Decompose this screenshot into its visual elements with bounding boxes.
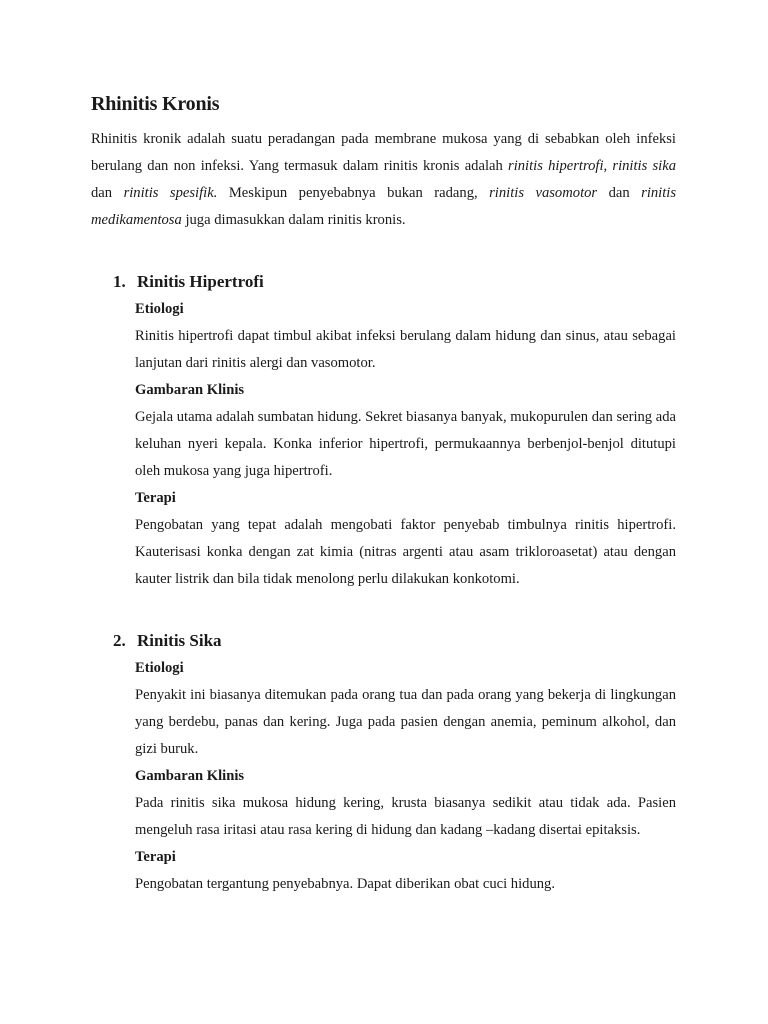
etiologi-heading: Etiologi — [135, 301, 184, 317]
intro-paragraph — [91, 126, 676, 234]
section-title: Rinitis Hipertrofi — [137, 272, 264, 291]
section-heading — [113, 268, 676, 296]
intro-text-5: juga dimasukkan dalam rinitis kronis. — [181, 212, 406, 228]
section-rinitis-sika — [91, 627, 676, 898]
terapi-heading: Terapi — [135, 849, 176, 865]
intro-text-2: dan — [91, 185, 124, 201]
etiologi-paragraph: Rinitis hipertrofi dapat timbul akibat infeksi berulang dalam hidung dan sinus, atau sebagai lanjutan dari rinitis alergi dan vasomotor. — [135, 328, 676, 371]
gambaran-klinis-heading: Gambaran Klinis — [135, 382, 245, 398]
gambaran-klinis-heading: Gambaran Klinis — [135, 768, 245, 784]
gambaran-klinis-paragraph: Pada rinitis sika mukosa hidung kering, krusta biasanya sedikit atau tidak ada. Pasien mengeluh rasa iritasi atau rasa kering di hidung dan kadang –kadang disertai epitaksis. — [135, 795, 676, 838]
terapi-paragraph: Pengobatan tergantung penyebabnya. Dapat diberikan obat cuci hidung. — [135, 876, 555, 892]
gambaran-klinis-paragraph: Gejala utama adalah sumbatan hidung. Sekret biasanya banyak, mukopurulen dan sering ada keluhan nyeri kepala. Konka inferior hipertrofi, permukaannya berbenjol-benjol ditutupi oleh mukosa yang juga hipertrofi. — [135, 409, 677, 479]
section-heading — [113, 627, 676, 655]
section-body — [135, 296, 676, 593]
intro-text-1: Rhinitis kronik adalah suatu peradangan pada membrane mukosa yang di sebabkan oleh infeksi berulang dan non infeksi. Yang termasuk dalam rinitis kronis adalah — [91, 131, 676, 174]
intro-italic-2: rinitis spesifik. — [123, 185, 218, 201]
document-page — [91, 88, 676, 898]
intro-text-3: Meskipun penyebabnya bukan radang, — [217, 185, 490, 201]
document-title: Rhinitis Kronis — [91, 93, 220, 115]
etiologi-heading: Etiologi — [135, 660, 184, 676]
intro-italic-1: rinitis hipertrofi, rinitis sika — [508, 158, 676, 174]
intro-italic-3: rinitis vasomotor — [489, 185, 598, 201]
section-body — [135, 655, 676, 898]
etiologi-paragraph: Penyakit ini biasanya ditemukan pada orang tua dan pada orang yang bekerja di lingkungan yang berdebu, panas dan kering. Juga pada pasien dengan anemia, peminum alkohol, dan gizi buruk. — [135, 687, 676, 757]
terapi-heading: Terapi — [135, 490, 176, 506]
section-number: 1. — [113, 272, 126, 291]
section-rinitis-hipertrofi — [91, 268, 676, 593]
section-title: Rinitis Sika — [137, 631, 222, 650]
terapi-paragraph: Pengobatan yang tepat adalah mengobati faktor penyebab timbulnya rinitis hipertrofi. Kauterisasi konka dengan zat kimia (nitras argenti atau asam trikloroasetat) atau dengan kauter listrik dan bila tidak menolong perlu dilakukan konkotomi. — [135, 517, 676, 587]
intro-text-4: dan — [597, 185, 642, 201]
intro-italic-4: rinitis medikamentosa — [91, 185, 677, 228]
section-number: 2. — [113, 631, 126, 650]
